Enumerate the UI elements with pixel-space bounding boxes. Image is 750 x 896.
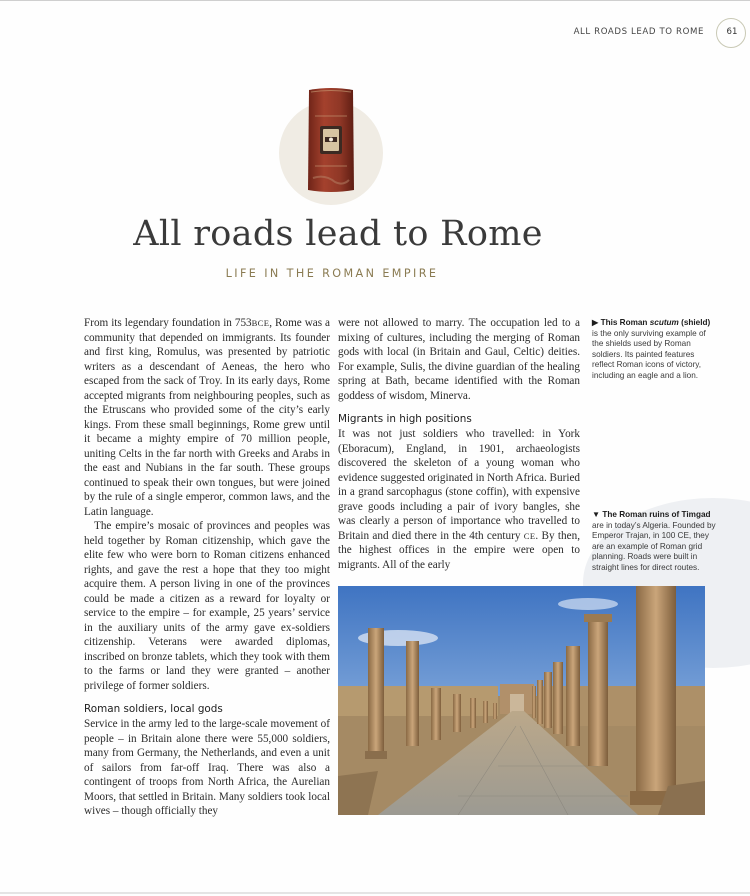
page-number: 61	[726, 27, 738, 37]
top-rule	[0, 0, 750, 1]
section-heading: Migrants in high positions	[338, 413, 472, 425]
timgad-caption: ▼ The Roman ruins of Timgad are in today’s Algeria. Founded by Emperor Trajan, in 100 CE, they are an example of Roman grid planning. Roads were built in straight lines for direct routes.	[592, 510, 716, 572]
article-title: All roads lead to Rome	[133, 214, 543, 254]
running-head: ALL ROADS LEAD TO ROME	[573, 27, 704, 37]
section-heading: Roman soldiers, local gods	[84, 703, 223, 715]
body-column-2	[338, 316, 580, 572]
bottom-rule	[0, 892, 750, 894]
body-paragraph: From its legendary foundation in 753BCE, Rome was a community that depended on immigrants. Its founder and first king, Romulus, was presented by patriotic writers as a descendant of Aeneas, the hero who escaped from the sack of Troy. In its early days, Rome accepted migrants from neighbouring peoples, such as the Etruscans who provided some of the city’s early kings. From these small beginnings, Rome grew until it became a mighty empire of 70 million people, uniting Celts in the far north with Greeks and Arabs in the east and Nubians in the far south. These groups continued to speak their own tongues, but were joined by the rule of a single emperor, common laws, and the Latin language.	[84, 317, 331, 518]
body-paragraph: The empire’s mosaic of provinces and peoples was held together by Roman citizenship, which gave the elite few who were born to Roman citizens enhanced rights, and gave the rest a hope that they too might acquire them. A person living in one of the provinces could be made a citizen as a reward for loyalty or service to the empire – for example, 25 years’ service in the auxiliary units of the army gave ex-soldiers citizenship. Veterans were awarded diplomas, inscribed on bronze tablets, which they took with them to the farms or land they were granted – another privilege of former soldiers.	[84, 520, 330, 692]
scutum-shield-image	[305, 86, 357, 194]
body-paragraph: Service in the army led to the large-scale movement of people – in Britain alone there were 55,000 soldiers, many from Germany, the Netherlands, and even a unit of sailors from far-off Iraq. There was also a contingent of troops from North Africa, the Aurelian Moors, that settled in Britain. Many soldiers took local wives – though officially they	[84, 718, 330, 817]
body-column-1	[84, 316, 330, 819]
body-paragraph: It was not just soldiers who travelled: in York (Eboracum), England, in 1901, archaeologists discovered the skeleton of a young woman who evidence suggested originated in North Africa. Buried in a grand sarcophagus (stone coffin), with expensive grave goods including a pair of ivory bangles, she was clearly a person of importance who travelled to Britain and died there in the 4th century CE. By then, the highest offices in the empire were open to migrants. All of the early	[338, 428, 581, 571]
timgad-ruins-photo	[338, 586, 705, 815]
article-subtitle: LIFE IN THE ROMAN EMPIRE	[225, 267, 439, 280]
body-paragraph: were not allowed to marry. The occupation led to a mixing of cultures, including the merging of Roman gods with local (in Britain and Gaul, Celtic) deities. For example, Sulis, the divine guardian of the healing spring at Bath, became identified with the Roman goddess of wisdom, Minerva.	[338, 317, 580, 402]
shield-caption: ▶ This Roman scutum (shield) is the only surviving example of the shields used by Roman soldiers. Its painted features reflect Roman icons of victory, including an eagle and a lion.	[592, 318, 711, 380]
